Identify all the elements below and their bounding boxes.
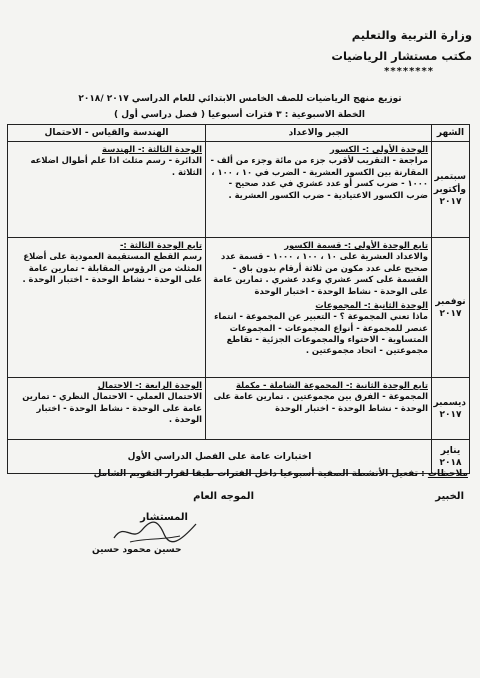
month-cell: نوفمبر ٢٠١٧: [432, 238, 470, 378]
unit-title: تابع الوحدة الأولى :- قسمة الكسور: [284, 240, 428, 251]
unit-content: الاحتمال العملي - الاحتمال النظري - تمارين عامة على الوحدة - نشاط الوحدة - اختبار الوحدة .: [22, 391, 202, 425]
header-month: الشهر: [432, 125, 470, 142]
header-geometry: الهندسة والقياس - الاحتمال: [8, 125, 206, 142]
stars-divider: ********: [384, 66, 434, 77]
notes-line: [94, 469, 468, 479]
table-row: [8, 142, 470, 238]
signatory-name: حسين محمود حسين: [92, 545, 182, 555]
office-name: مكتب مستشار الرياضيات: [331, 49, 472, 63]
notes-label: ملاحظات: [427, 469, 468, 479]
unit-block: [209, 300, 428, 357]
supervisor-label: الموجه العام: [193, 491, 254, 502]
unit-block: [209, 240, 428, 297]
document-subtitle: الخطة الاسبوعية : ٣ فترات أسبوعيا ( فصل دراسي أول ): [114, 110, 365, 120]
unit-content: ماذا تعني المجموعة ؟ - التعبير عن المجموعة - انتماء عنصر للمجموعة - أنواع المجموعات - المجموعات المتساوية - الاحتواء والمجموعات الجزئية - تقاطع مجموعتين - اتحاد مجموعتين .: [214, 311, 428, 356]
notes-text: : تفعيل الأنشطة الصفية أسبوعيا داخل الفترات طبقا لقرار التقويم الشامل: [93, 469, 425, 479]
algebra-cell: [206, 238, 432, 378]
algebra-cell: [206, 378, 432, 440]
month-cell: ديسمبر ٢٠١٧: [432, 378, 470, 440]
unit-title: تابع الوحدة الثالثة :-: [119, 240, 202, 251]
geometry-cell: [8, 238, 206, 378]
unit-block: [209, 144, 428, 201]
table-row: [8, 238, 470, 378]
geometry-cell: [8, 142, 206, 238]
expert-label: الخبير: [435, 491, 464, 502]
unit-content: مراجعة - التقريب لأقرب جزء من مائة وجزء من ألف - المقارنة بين الكسور العشرية - الضرب في ١٠ ، ١٠٠ ، ١٠٠٠ - ضرب كسر أو عدد عشري في عدد صحيح - ضرب الكسور الاعتيادية - ضرب الكسور العشرية .: [210, 155, 428, 200]
geometry-cell: [8, 378, 206, 440]
handwritten-signature: [110, 516, 200, 546]
unit-title: الوحدة الثالثة :- الهندسة: [102, 144, 202, 155]
document-title: توزيع منهج الرياضيات للصف الخامس الابتدائي للعام الدراسي ٢٠١٧ /٢٠١٨: [78, 94, 402, 104]
unit-block: [11, 144, 202, 178]
unit-title: الوحدة الثانية :- المجموعات: [315, 299, 428, 310]
unit-content: المجموعة - الفرق بين مجموعتين . تمارين عامة على الوحدة - نشاط الوحدة - اختبار الوحدة: [213, 391, 428, 413]
curriculum-table: [7, 124, 470, 474]
table-header-row: [8, 125, 470, 142]
unit-title: الوحدة الأولى :- الكسور: [329, 144, 428, 155]
unit-content: والاعداد العشرية على ١٠ ، ١٠٠ ، ١٠٠٠ - قسمة عدد صحيح على عدد مكون من ثلاثة أرقام بدون باق - القسمة على كسر عشري وعدد عشري . تمارين عامة على الوحدة - نشاط الوحدة - اختبار الوحدة: [213, 251, 428, 296]
exam-cell: اختبارات عامة على الفصل الدراسي الأول: [8, 440, 432, 474]
algebra-cell: [206, 142, 432, 238]
month-cell: سبتمبر وأكتوبر ٢٠١٧: [432, 142, 470, 238]
unit-block: [209, 380, 428, 414]
unit-title: الوحدة الرابعة :- الاحتمال: [97, 380, 202, 391]
month-cell: يناير ٢٠١٨: [432, 440, 470, 474]
unit-content: رسم القطع المستقيمة العمودية على أضلاع المثلث من الرؤوس المقابلة - تمارين عامة على الوحدة - نشاط الوحدة - اختبار الوحدة .: [22, 251, 202, 285]
unit-block: [11, 240, 202, 285]
unit-content: الدائرة - رسم مثلث اذا علم أطوال اضلاعه الثلاثة .: [30, 155, 202, 177]
unit-title: تابع الوحدة الثانية :- المجموعة الشاملة - مكملة: [235, 380, 428, 391]
advisor-label: المستشار: [140, 512, 188, 523]
unit-block: [11, 380, 202, 425]
ministry-name: وزارة التربية والتعليم: [351, 28, 472, 42]
header-algebra: الجبر والاعداد: [206, 125, 432, 142]
table-row: [8, 378, 470, 440]
